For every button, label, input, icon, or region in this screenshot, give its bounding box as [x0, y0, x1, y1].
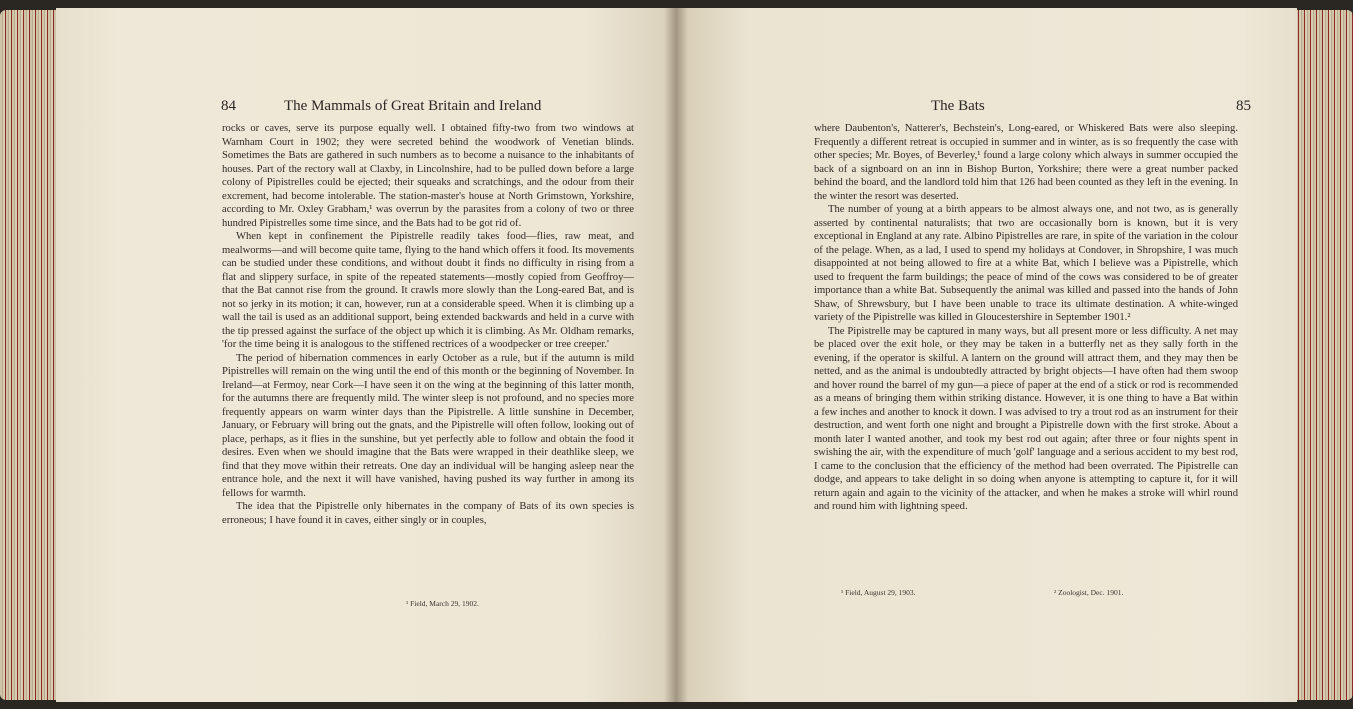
book-gutter	[664, 8, 688, 702]
paragraph: When kept in confinement the Pipistrelle readily takes food—flies, raw meat, and mealworms—and will become quite tame, flying to the hand which offers it food. Its movements can be studied under these conditions, and without doubt it finds no difficulty in rising from a flat and slippery surface, in spite of the repeated statements—mostly copied from Geoffroy—that the Bat cannot rise from the ground. It crawls more slowly than the Long-eared Bat, and is not so jerky in its motion; it can, however, run at a considerable speed. When it is climbing up a wall the tail is used as an additional support, being extended backwards and held in a curve with the tip pressed against the surface of the object up which it is climbing. As Mr. Oldham remarks, 'for the time being it is analogous to the stiffened rectrices of a woodpecker or tree creeper.'	[222, 231, 634, 350]
paragraph: where Daubenton's, Natterer's, Bechstein's, Long-eared, or Whiskered Bats were also sleeping. Frequently a different retreat is occupied in summer and in winter, as is so frequently the case with other species; Mr. Boyes, of Beverley,¹ found a large colony which always in summer occupied the back of a signboard on an inn in Bishop Burton, Yorkshire; there were a great number packed behind the board, and the landlord told him that 126 had been counted as they left in the evening. In the winter the resort was deserted.	[814, 123, 1238, 202]
left-footnote: ¹ Field, March 29, 1902.	[406, 599, 479, 608]
right-footnote-2: ² Zoologist, Dec. 1901.	[1054, 588, 1124, 597]
paragraph: rocks or caves, serve its purpose equally well. I obtained fifty-two from two windows at Warnham Court in 1902; they were secreted behind the woodwork of Venetian blinds. Sometimes the Bats are gathered in such numbers as to become a nuisance to the inhabitants of houses. Part of the rectory wall at Claxby, in Lincolnshire, had to be pulled down before a large colony of Pipistrelles could be ejected; their squeaks and scratchings, and the odour from their excrement, had become intolerable. The station-master's house at North Grimstown, Yorkshire, according to Mr. Oxley Grabham,¹ was overrun by the parasites from a colony of two or three hundred Pipistrelles some time since, and the Bats had to be got rid of.	[222, 123, 634, 229]
page-edges-left	[0, 10, 60, 700]
page-edges-right	[1293, 10, 1353, 700]
left-running-head: The Mammals of Great Britain and Ireland	[284, 98, 542, 114]
right-running-head: The Bats	[931, 98, 985, 114]
left-page	[56, 8, 676, 702]
paragraph: The Pipistrelle may be captured in many ways, but all present more or less difficulty. A net may be placed over the exit hole, or they may be taken in a butterfly net as they sally forth in the evening, if the operator is skilful. A lantern on the ground will attract them, and they may then be netted, and as the animal is undoubtedly attracted by bright objects—I have often had them swoop and hover round the barrel of my gun—a piece of paper at the end of a stick or rod is recommended as a means of bringing them within striking distance. However, it is one thing to have a Bat within a few inches and another to knock it down. I was advised to try a trout rod as an instrument for their destruction, and went forth one night and brought a Pipistrelle down with the first stroke. About a month later I wanted another, and took my best rod out again; after three or four nights spent in swishing the air, with the expenditure of much 'golf' language and a serious accident to my best rod, I came to the conclusion that the efficiency of the method had been overrated. The Pipistrelle can dodge, and appears to take delight in so doing when anyone is attempting to capture it, for it will return again and again to the vicinity of the attacker, and when he makes a stroke will whirl round and round him with lightning speed.	[814, 325, 1238, 512]
left-page-body	[222, 122, 634, 527]
paragraph: The period of hibernation commences in early October as a rule, but if the autumn is mild Pipistrelles will remain on the wing until the end of this month or the beginning of November. In Ireland—at Fermoy, near Cork—I have seen it on the wing at the beginning of this latter month, for the autumns there are frequently mild. The winter sleep is not profound, and no species more frequently appears on warm winter days than the Pipistrelle. A little sunshine in December, January, or February will bring out the gnats, and the Pipistrelle will often follow, looking out of place, perhaps, as it flies in the sunshine, but yet perfectly able to follow and obtain the food it desires. Even when we should imagine that the Bats were wrapped in their deathlike sleep, we find that they move within their retreats. One day an individual will be hanging asleep near the entrance hole, and the next it will have vanished, having pushed its way further in among its fellows for warmth.	[222, 352, 634, 499]
right-footnote-1: ¹ Field, August 29, 1903.	[841, 588, 916, 597]
left-page-number: 84	[221, 98, 236, 114]
paragraph: The idea that the Pipistrelle only hibernates in the company of Bats of its own species is erroneous; I have found it in caves, either singly or in couples,	[222, 501, 634, 526]
right-page-number: 85	[1236, 98, 1251, 114]
right-page-body	[814, 122, 1238, 514]
paragraph: The number of young at a birth appears to be almost always one, and not two, as is generally asserted by continental naturalists; that two are occasionally born is known, but it is very exceptional in England at any rate. Albino Pipistrelles are rare, in spite of the variation in the colour of the pelage. When, as a lad, I used to spend my holidays at Condover, in Shropshire, I was much disappointed at not being allowed to fire at a white Bat, which I believe was a Pipistrelle, which used to frequent the farm buildings; the peace of mind of the cows was considered to be of greater importance than a white Bat. Subsequently the animal was killed and passed into the hands of John Shaw, of Shrewsbury, but I have been unable to trace its ultimate destination. A white-winged variety of the Pipistrelle was killed in Gloucestershire in September 1901.²	[814, 204, 1238, 323]
right-page	[676, 8, 1297, 702]
